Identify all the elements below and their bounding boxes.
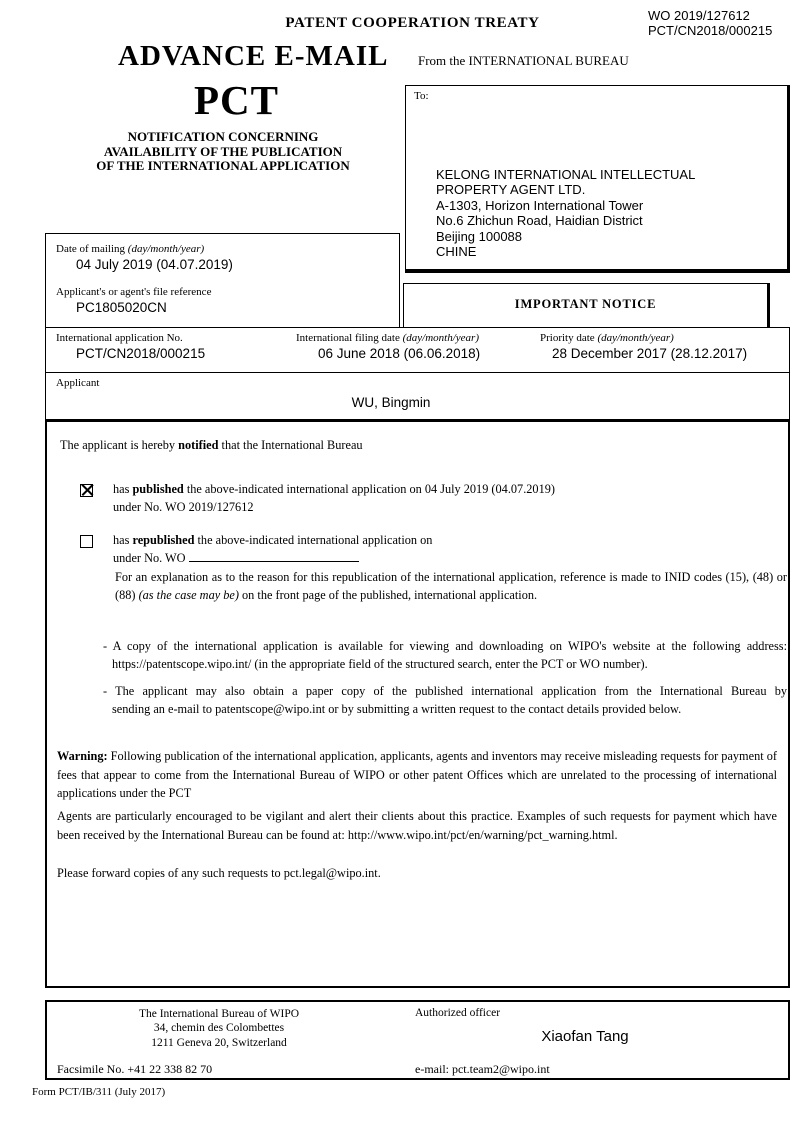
notification-title-line3: OF THE INTERNATIONAL APPLICATION bbox=[96, 158, 350, 174]
priority-date-value: 28 December 2017 (28.12.2017) bbox=[552, 346, 748, 361]
intl-filing-date-label: International filing date (day/month/year) bbox=[296, 332, 479, 344]
treaty-title: PATENT COOPERATION TREATY bbox=[285, 15, 540, 31]
email-line: e-mail: pct.team2@wipo.int bbox=[415, 1062, 550, 1076]
forward-paragraph: Please forward copies of any such requests to pct.legal@wipo.int. bbox=[57, 866, 381, 880]
pct-logo: PCT bbox=[194, 77, 279, 123]
date-of-mailing-label: Date of mailing (day/month/year) bbox=[56, 243, 205, 255]
applicant-row bbox=[46, 373, 789, 418]
application-info-table bbox=[45, 327, 790, 420]
priority-date-label: Priority date (day/month/year) bbox=[540, 332, 674, 344]
bureau-address-line: 1211 Geneva 20, Switzerland bbox=[151, 1036, 287, 1049]
advance-email-title: ADVANCE E-MAIL bbox=[118, 40, 389, 72]
practice-paragraph: Agents are particularly encouraged to be vigilant and alert their clients about this practice. Examples of such requests for payment which have been received by the International Bureau can be found at: http://www.wipo.int/pct/en/warning/pct_warning.html. bbox=[57, 809, 777, 842]
copy-available-line2: https://patentscope.wipo.int/ (in the appropriate field of the structured search, enter the PCT or WO number). bbox=[112, 657, 648, 671]
reference-numbers bbox=[648, 8, 772, 38]
file-reference-label: Applicant's or agent's file reference bbox=[56, 286, 212, 298]
authorized-officer-name: Xiaofan Tang bbox=[541, 1028, 629, 1045]
recipient-address bbox=[436, 167, 695, 259]
date-of-mailing-value: 04 July 2019 (04.07.2019) bbox=[76, 257, 233, 272]
from-bureau-line: From the INTERNATIONAL BUREAU bbox=[418, 53, 629, 68]
important-notice-box bbox=[403, 283, 770, 327]
to-label: To: bbox=[414, 90, 429, 102]
bureau-address bbox=[59, 1007, 379, 1050]
applicant-label: Applicant bbox=[56, 377, 100, 389]
copy-available-line1: - A copy of the international application is available for viewing and downloading on WIPO's website at the following address: bbox=[103, 639, 787, 653]
address-line: No.6 Zhichun Road, Haidian District bbox=[436, 213, 643, 229]
date-mailing-box bbox=[45, 233, 400, 327]
republished-statement bbox=[113, 531, 432, 567]
intl-application-no-label: International application No. bbox=[56, 332, 183, 344]
address-line: Beijing 100088 bbox=[436, 228, 523, 244]
bureau-address-line: 34, chemin des Colombettes bbox=[153, 1022, 285, 1035]
published-statement-line1: has published the above-indicated international application on 04 July 2019 (04.07.2019) bbox=[113, 482, 555, 496]
address-line: CHINE bbox=[436, 244, 477, 260]
address-line: KELONG INTERNATIONAL INTELLECTUAL bbox=[436, 167, 696, 182]
republished-checkbox[interactable] bbox=[80, 535, 93, 548]
facsimile-line: Facsimile No. +41 22 338 82 70 bbox=[57, 1062, 213, 1076]
notification-title bbox=[58, 130, 388, 174]
published-checkbox[interactable] bbox=[80, 484, 93, 497]
notification-title-line2: AVAILABILITY OF THE PUBLICATION bbox=[103, 143, 343, 159]
paper-copy-line2: sending an e-mail to patentscope@wipo.int or by submitting a written request to the contact details provided below. bbox=[112, 702, 682, 716]
application-info-row bbox=[46, 328, 789, 373]
published-statement-line2: under No. WO 2019/127612 bbox=[113, 500, 254, 514]
address-line: A-1303, Horizon International Tower bbox=[436, 197, 644, 213]
intl-application-no-value: PCT/CN2018/000215 bbox=[76, 346, 206, 361]
published-statement bbox=[113, 480, 555, 516]
republication-explanation: For an explanation as to the reason for this republication of the international application, reference is made to INID codes (15), (48) or (88) (as the case may be) on the front page of the published, international application. bbox=[115, 570, 787, 603]
warning-paragraph: Warning: Following publication of the international application, applicants, agents and inventors may receive misleading requests for payment of fees that appear to come from the International Bureau of WIPO or other patent Offices which are unrelated to the processing of international applications under the PCT bbox=[57, 749, 777, 801]
address-line: PROPERTY AGENT LTD. bbox=[436, 182, 586, 198]
notification-title-line1: NOTIFICATION CONCERNING bbox=[127, 129, 319, 144]
paper-copy-line1: - The applicant may also obtain a paper copy of the published international application from the International Bureau by bbox=[103, 684, 787, 698]
intl-filing-date-value: 06 June 2018 (06.06.2018) bbox=[318, 346, 481, 361]
file-reference-value: PC1805020CN bbox=[76, 300, 167, 315]
wo-number: WO 2019/127612 bbox=[648, 8, 750, 23]
blank-underline bbox=[189, 550, 359, 562]
paper-copy-note bbox=[103, 682, 787, 718]
important-notice-heading: IMPORTANT NOTICE bbox=[514, 297, 657, 311]
contact-footer-box bbox=[45, 1000, 790, 1080]
intro-statement: The applicant is hereby notified that the International Bureau bbox=[60, 438, 363, 452]
to-box bbox=[405, 85, 790, 273]
republished-statement-line2: under No. WO bbox=[113, 549, 432, 567]
republished-statement-line1: has republished the above-indicated international application on bbox=[113, 533, 433, 547]
authorized-officer-label: Authorized officer bbox=[415, 1007, 501, 1019]
form-identifier: Form PCT/IB/311 (July 2017) bbox=[32, 1086, 166, 1098]
bureau-address-line: The International Bureau of WIPO bbox=[138, 1008, 300, 1020]
notification-body-box bbox=[45, 420, 790, 988]
applicant-value: WU, Bingmin bbox=[351, 395, 431, 410]
copy-available-note bbox=[103, 637, 787, 673]
pct-number: PCT/CN2018/000215 bbox=[648, 23, 773, 38]
